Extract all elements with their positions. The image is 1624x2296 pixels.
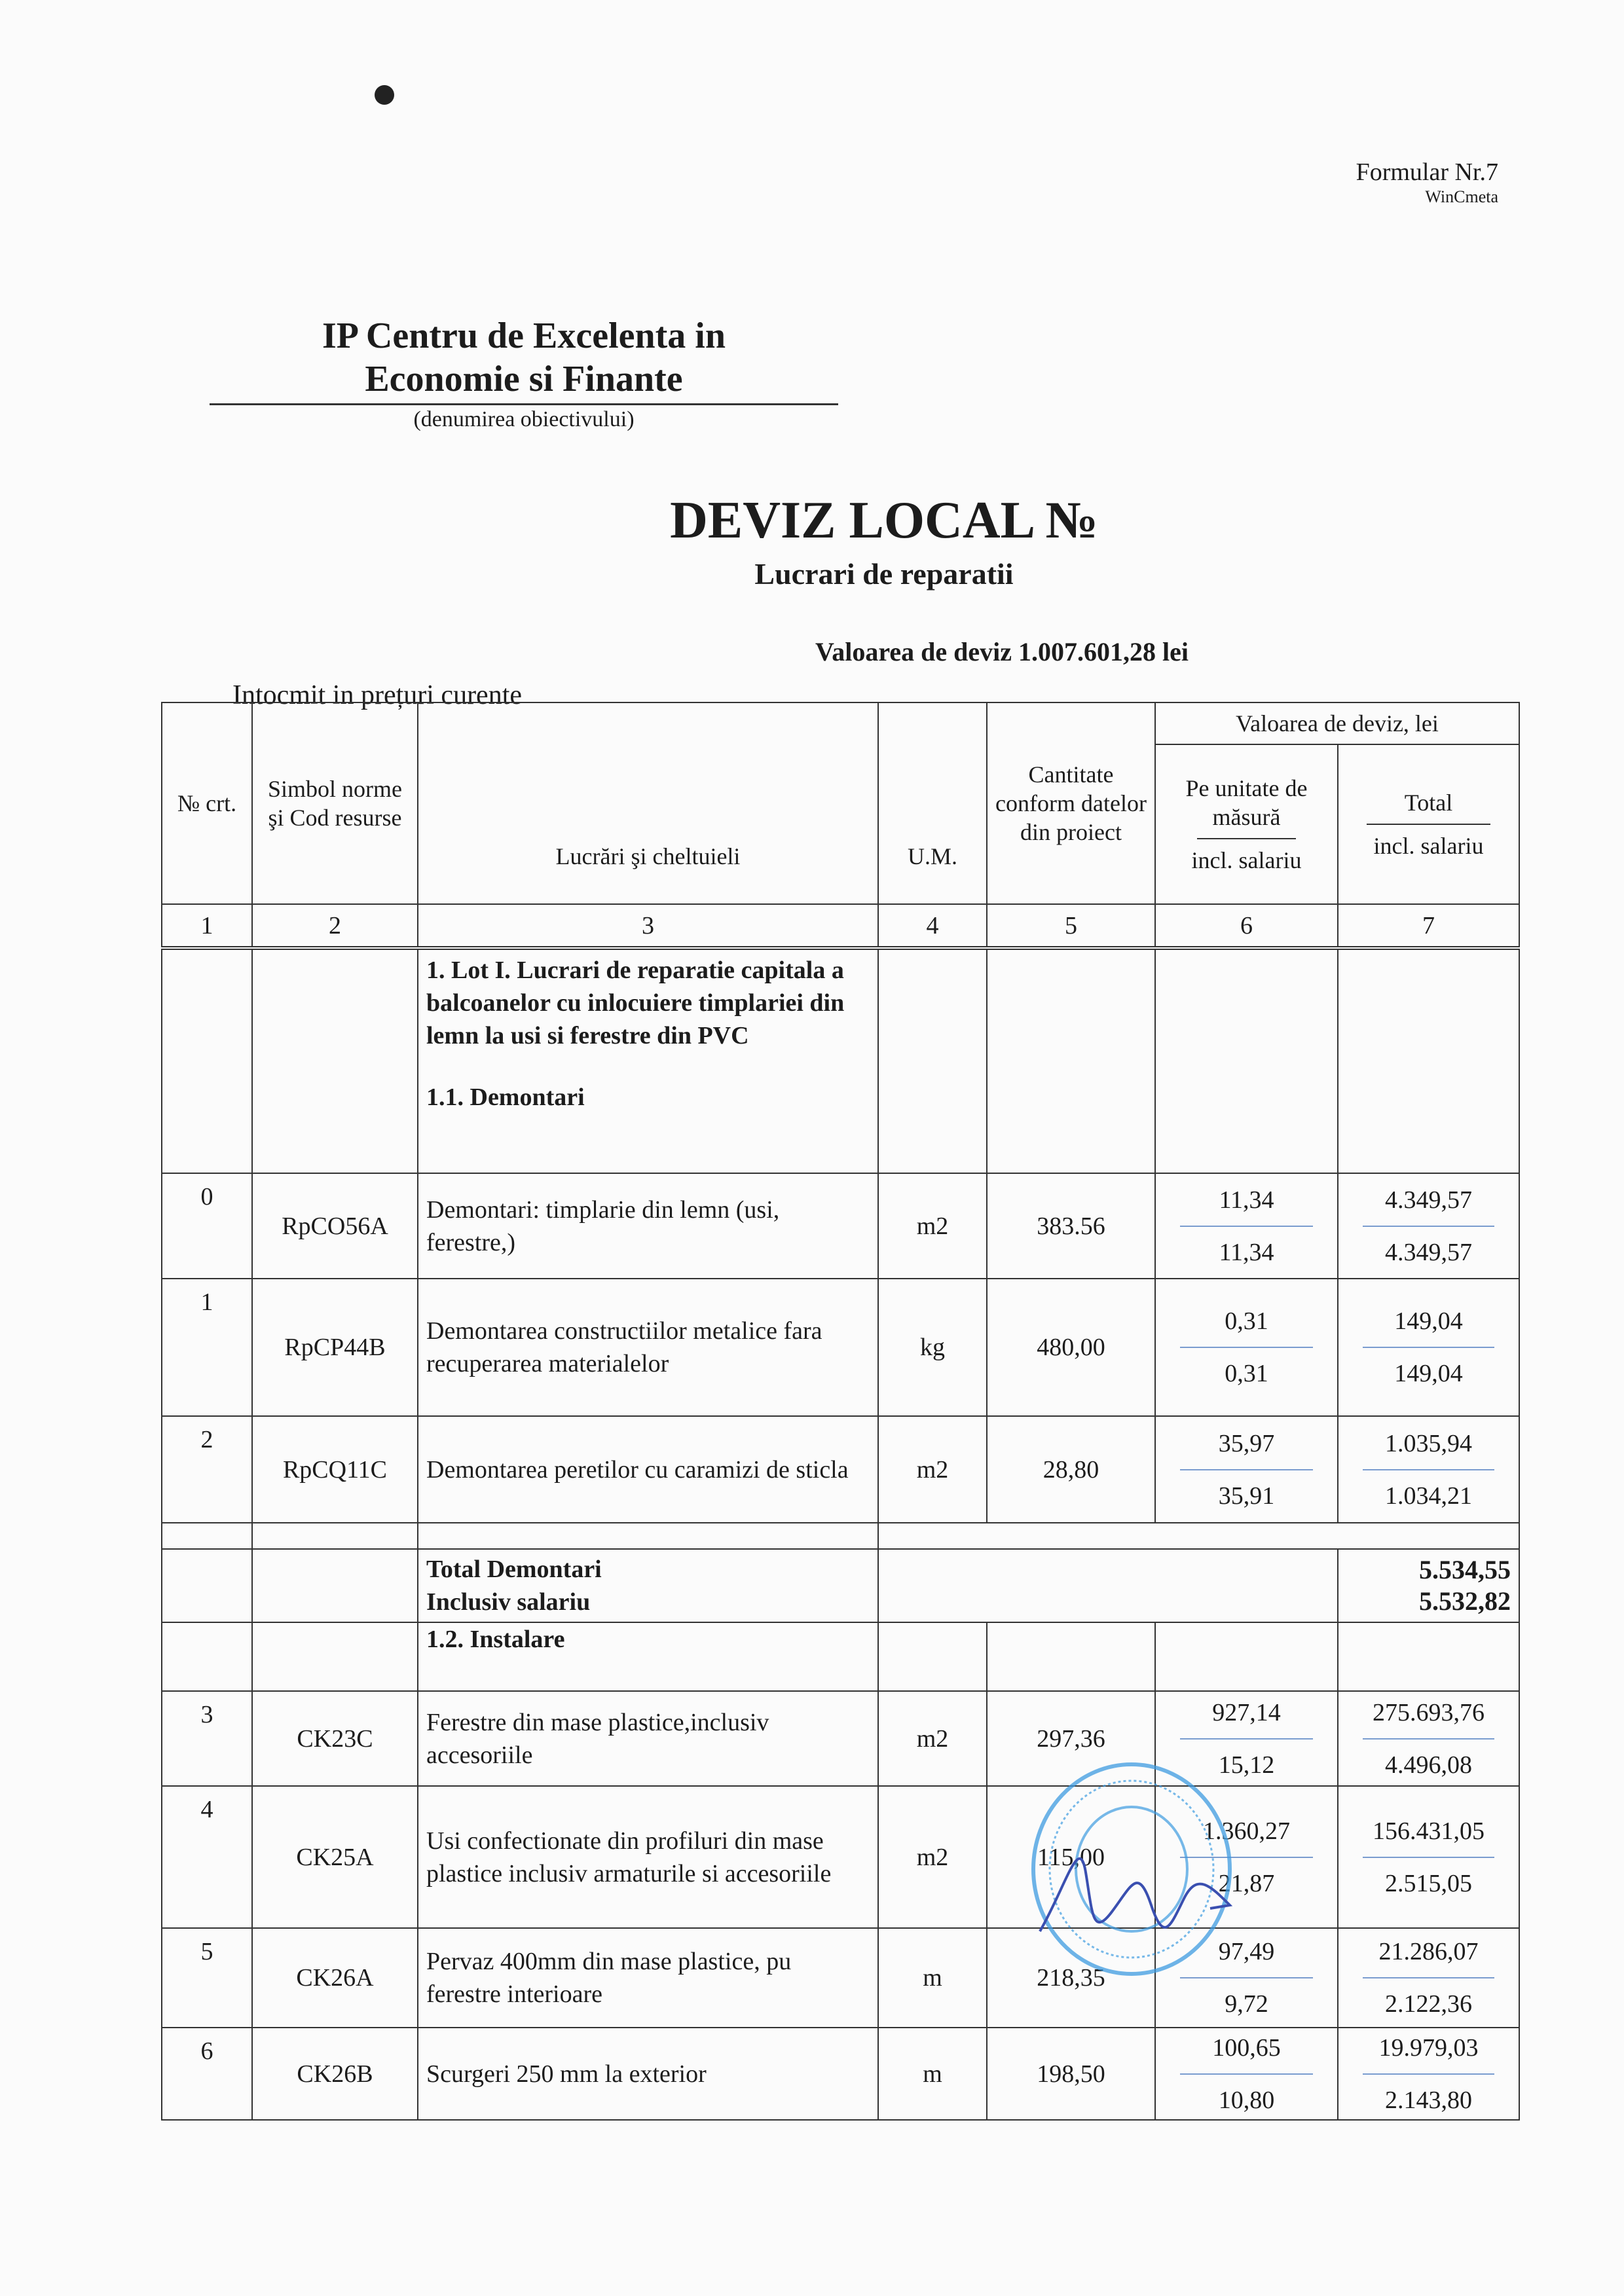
value-incl-salary: 11,34 xyxy=(1219,1238,1274,1266)
value-pair xyxy=(1346,1427,1511,1512)
object-caption: (denumirea obiectivului) xyxy=(413,407,635,431)
row-number: 3 xyxy=(162,1691,252,1786)
divider xyxy=(1363,1738,1494,1740)
software-label: WinCmeta xyxy=(1425,187,1498,206)
divider xyxy=(1367,824,1490,825)
column-number: 7 xyxy=(1338,904,1519,948)
unit-of-measure: kg xyxy=(878,1279,987,1416)
section-row xyxy=(162,1622,1519,1691)
norm-code: CK25A xyxy=(252,1786,418,1928)
total-label-cell xyxy=(418,1549,878,1622)
value: 149,04 xyxy=(1394,1307,1463,1335)
value-incl-salary: 35,91 xyxy=(1218,1482,1275,1510)
quantity: 28,80 xyxy=(987,1416,1155,1523)
table-row xyxy=(162,1928,1519,2028)
value-incl-salary: 4.496,08 xyxy=(1385,1751,1472,1779)
value-pair xyxy=(1346,1184,1511,1269)
value: 100,65 xyxy=(1212,2033,1281,2062)
divider xyxy=(1363,1857,1494,1858)
total-value: 5.534,55 xyxy=(1419,1555,1511,1584)
divider xyxy=(1363,1347,1494,1348)
value-pair xyxy=(1346,1696,1511,1781)
work-description: Usi confectionate din profiluri din mase plastice inclusiv armaturile si accesoriile xyxy=(418,1786,878,1928)
total-estimate-value: Valoarea de deviz 1.007.601,28 lei xyxy=(815,637,1189,666)
divider xyxy=(1363,1977,1494,1978)
norm-code: RpCP44B xyxy=(252,1279,418,1416)
value-incl-salary: 15,12 xyxy=(1218,1751,1275,1779)
object-name-line1: IP Centru de Excelenta in xyxy=(322,316,726,356)
row-number: 5 xyxy=(162,1928,252,2028)
unit-of-measure: m2 xyxy=(878,1786,987,1928)
unit-price-cell xyxy=(1155,1279,1338,1416)
value: 1.360,27 xyxy=(1203,1817,1290,1845)
value-pair xyxy=(1346,1305,1511,1390)
value-incl-salary: 0,31 xyxy=(1225,1360,1268,1387)
value-pair xyxy=(1346,1815,1511,1900)
formular-label: Formular Nr.7 xyxy=(1356,158,1498,186)
value: 21.286,07 xyxy=(1378,1938,1479,1965)
row-number: 0 xyxy=(162,1173,252,1279)
unit-of-measure: m xyxy=(878,2028,987,2120)
total-salary-value: 5.532,82 xyxy=(1419,1586,1511,1616)
total-price-cell xyxy=(1338,1928,1519,2028)
unit-of-measure: m2 xyxy=(878,1416,987,1523)
punch-hole-mark xyxy=(375,85,394,105)
divider xyxy=(1180,1738,1312,1740)
total-salary-label: Inclusiv salariu xyxy=(426,1588,591,1616)
column-number: 1 xyxy=(162,904,252,948)
estimate-table xyxy=(161,702,1520,2121)
divider xyxy=(1180,1226,1312,1227)
quantity: 198,50 xyxy=(987,2028,1155,2120)
total-label: Total Demontari xyxy=(426,1556,602,1583)
divider xyxy=(1180,1347,1312,1348)
table-row xyxy=(162,1173,1519,1279)
norm-code: RpCO56A xyxy=(252,1173,418,1279)
col-header-valoare: Valoarea de deviz, lei xyxy=(1155,702,1519,744)
column-number: 3 xyxy=(418,904,878,948)
table-row xyxy=(162,2028,1519,2120)
norm-code: CK26A xyxy=(252,1928,418,2028)
section-1-1-title: 1.1. Demontari xyxy=(426,1084,585,1111)
value-incl-salary: 149,04 xyxy=(1394,1360,1463,1387)
quantity: 480,00 xyxy=(987,1279,1155,1416)
quantity: 218,35 xyxy=(987,1928,1155,2028)
value: 927,14 xyxy=(1212,1698,1281,1726)
company-stamp-signature xyxy=(1014,1755,1249,1990)
norm-code: CK26B xyxy=(252,2028,418,2120)
col-header-um: U.M. xyxy=(878,702,987,904)
pe-unitate-label: Pe unitate de măsură xyxy=(1185,775,1308,830)
value-pair xyxy=(1164,1305,1329,1390)
total-demontari-row xyxy=(162,1549,1519,1622)
col-header-cantitate: Cantitate conform datelor din proiect xyxy=(987,702,1155,904)
value-incl-salary: 10,80 xyxy=(1218,2086,1275,2114)
value: 19.979,03 xyxy=(1378,2033,1479,2062)
divider xyxy=(1363,2073,1494,2075)
column-number: 5 xyxy=(987,904,1155,948)
value: 35,97 xyxy=(1218,1429,1275,1457)
total-price-cell xyxy=(1338,1416,1519,1523)
total-price-cell xyxy=(1338,2028,1519,2120)
value-incl-salary: 2.515,05 xyxy=(1385,1869,1472,1897)
table-row xyxy=(162,1786,1519,1928)
section-1-title: 1. Lot I. Lucrari de reparatie capitala a balcoanelor cu inlocuiere timplariei din lemn la usi si ferestre din PVC xyxy=(426,957,845,1049)
work-description: Pervaz 400mm din mase plastice, pu ferestre interioare xyxy=(418,1928,878,2028)
total-price-cell xyxy=(1338,1279,1519,1416)
unit-price-cell xyxy=(1155,1173,1338,1279)
unit-of-measure: m xyxy=(878,1928,987,2028)
col-header-pe-unitate xyxy=(1155,744,1338,904)
value: 4.349,57 xyxy=(1385,1186,1472,1214)
divider xyxy=(1180,2073,1312,2075)
total-price-cell xyxy=(1338,1173,1519,1279)
section-1-2-title: 1.2. Instalare xyxy=(418,1622,878,1691)
col-header-simbol: Simbol norme şi Cod resurse xyxy=(252,702,418,904)
value-incl-salary: 9,72 xyxy=(1225,1990,1268,2018)
section-1-cell xyxy=(418,948,878,1173)
quantity: 297,36 xyxy=(987,1691,1155,1786)
unit-of-measure: m2 xyxy=(878,1173,987,1279)
pe-unitate-sub: incl. salariu xyxy=(1191,847,1302,873)
unit-price-cell xyxy=(1155,2028,1338,2120)
form-number xyxy=(1356,157,1498,207)
col-header-total xyxy=(1338,744,1519,904)
value-incl-salary: 1.034,21 xyxy=(1385,1482,1472,1510)
value-incl-salary: 21,87 xyxy=(1218,1869,1275,1897)
divider xyxy=(1363,1226,1494,1227)
row-number: 4 xyxy=(162,1786,252,1928)
value: 0,31 xyxy=(1225,1307,1268,1335)
total-sub: incl. salariu xyxy=(1373,833,1484,859)
work-description: Demontari: timplarie din lemn (usi, ferestre,) xyxy=(418,1173,878,1279)
value: 156.431,05 xyxy=(1373,1817,1485,1845)
column-number: 6 xyxy=(1155,904,1338,948)
total-label: Total xyxy=(1404,790,1453,816)
work-description: Demontarea constructiilor metalice fara recuperarea materialelor xyxy=(418,1279,878,1416)
document-subtitle: Lucrari de reparatii xyxy=(754,557,1014,591)
prices-note: Intocmit in prețuri curente xyxy=(232,680,523,710)
total-price-cell xyxy=(1338,1691,1519,1786)
spacer-row xyxy=(162,1523,1519,1549)
value-pair xyxy=(1164,1427,1329,1512)
work-description: Demontarea peretilor cu caramizi de sticla xyxy=(418,1416,878,1523)
work-description: Scurgeri 250 mm la exterior xyxy=(418,2028,878,2120)
value: 275.693,76 xyxy=(1373,1698,1485,1726)
value-incl-salary: 2.143,80 xyxy=(1385,2086,1472,2114)
value-pair xyxy=(1346,1935,1511,2020)
document-title: DEVIZ LOCAL № xyxy=(670,492,1098,549)
value-incl-salary: 4.349,57 xyxy=(1385,1238,1472,1266)
divider xyxy=(1180,1469,1312,1470)
row-number: 2 xyxy=(162,1416,252,1523)
column-number: 2 xyxy=(252,904,418,948)
table-row xyxy=(162,1691,1519,1786)
row-number: 6 xyxy=(162,2028,252,2120)
divider xyxy=(1363,1469,1494,1470)
value: 97,49 xyxy=(1218,1938,1275,1965)
quantity: 115,00 xyxy=(987,1786,1155,1928)
work-description: Ferestre din mase plastice,inclusiv accesoriile xyxy=(418,1691,878,1786)
value-pair xyxy=(1164,2032,1329,2117)
total-price-cell xyxy=(1338,1786,1519,1928)
norm-code: CK23C xyxy=(252,1691,418,1786)
value: 1.035,94 xyxy=(1385,1429,1472,1457)
value-incl-salary: 2.122,36 xyxy=(1385,1990,1472,2018)
object-name-block xyxy=(210,314,838,434)
total-value-cell xyxy=(1338,1549,1519,1622)
norm-code: RpCQ11C xyxy=(252,1416,418,1523)
quantity: 383.56 xyxy=(987,1173,1155,1279)
divider xyxy=(1197,838,1297,839)
value-pair xyxy=(1164,1184,1329,1269)
table-row xyxy=(162,1416,1519,1523)
unit-of-measure: m2 xyxy=(878,1691,987,1786)
unit-price-cell xyxy=(1155,1416,1338,1523)
column-number: 4 xyxy=(878,904,987,948)
col-header-nr: № crt. xyxy=(162,702,252,904)
row-number: 1 xyxy=(162,1279,252,1416)
table-row xyxy=(162,1279,1519,1416)
value: 11,34 xyxy=(1219,1186,1274,1214)
object-name-line2: Economie si Finante xyxy=(365,359,683,399)
value-pair xyxy=(1346,2032,1511,2117)
col-header-lucrari: Lucrări şi cheltuieli xyxy=(418,702,878,904)
